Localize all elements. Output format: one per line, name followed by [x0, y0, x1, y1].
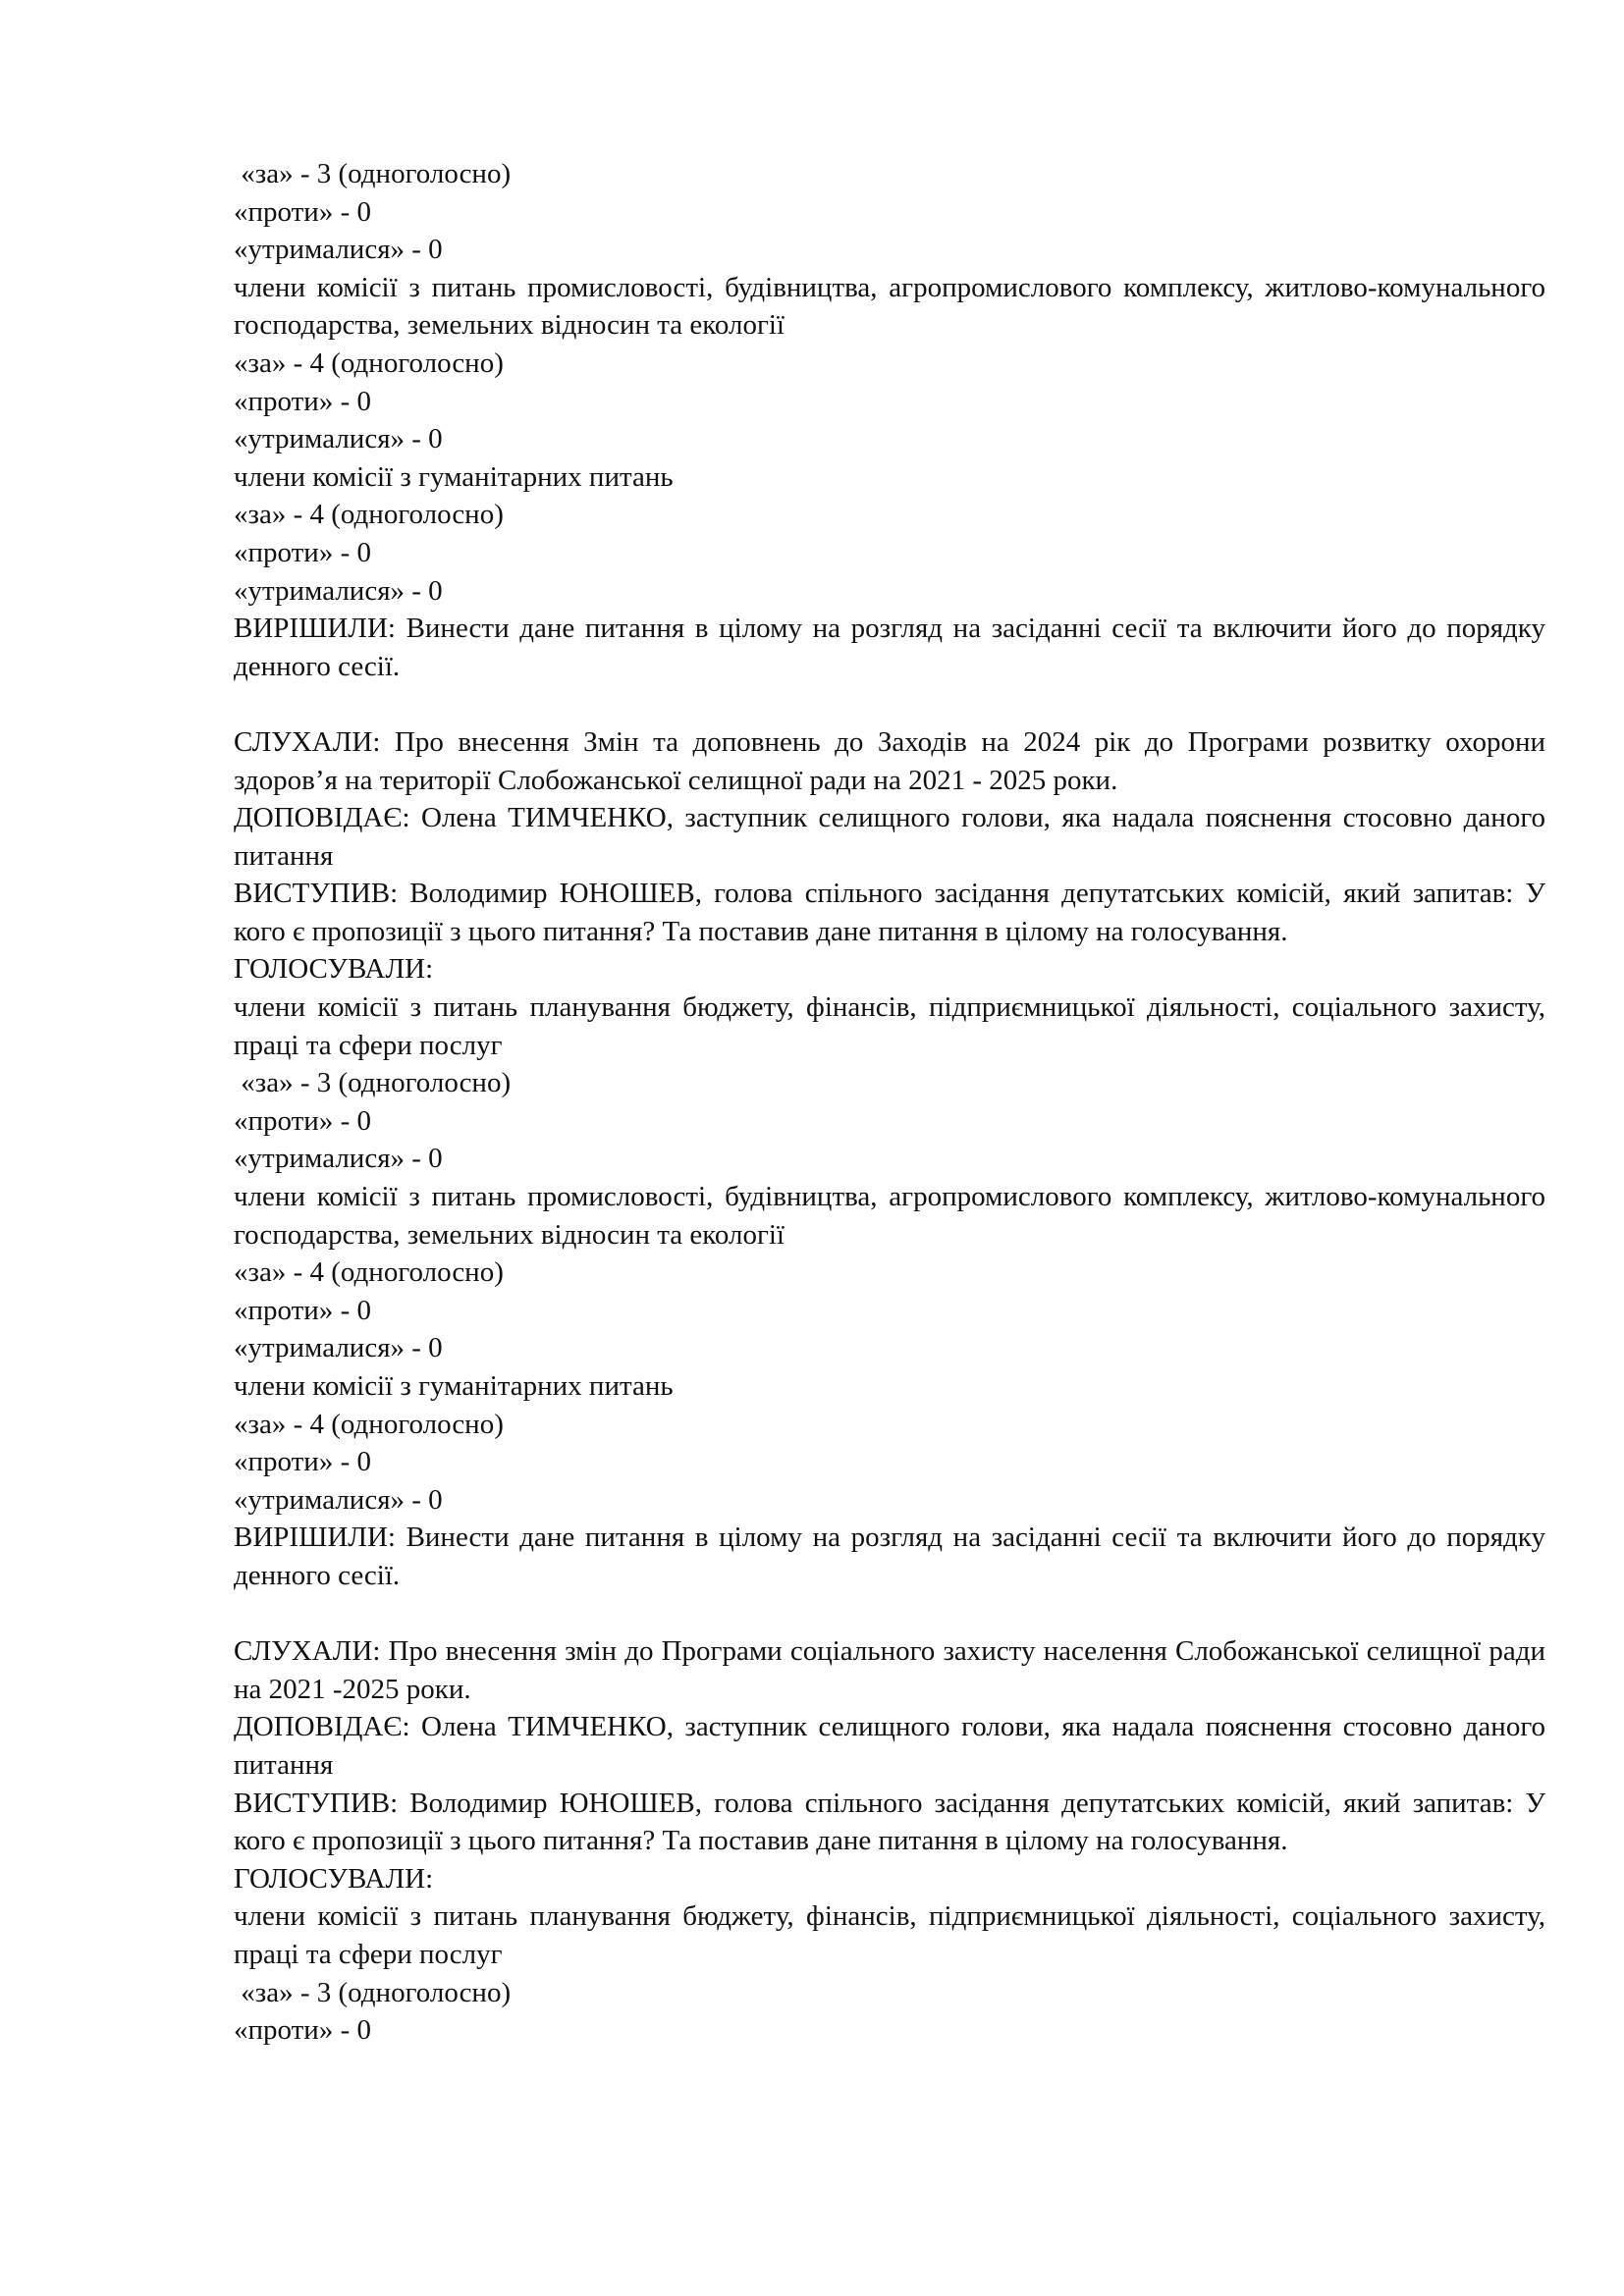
vote-for: «за» - 4 (одноголосно) — [234, 347, 504, 379]
blank-line — [234, 685, 1545, 723]
vote-for: «за» - 4 (одноголосно) — [234, 1256, 504, 1289]
vote-for: «за» - 4 (одноголосно) — [234, 1408, 504, 1440]
voted-heading: ГОЛОСУВАЛИ: — [234, 1862, 434, 1895]
committee-name: члени комісії з питань планування бюджету, фінансів, підприємницької діяльності, соціального захисту, праці та сфери послуг — [234, 1900, 1545, 1970]
vote-abstained: «утрималися» - 0 — [234, 1332, 443, 1364]
committee-name: члени комісії з питань промисловості, будівництва, агропромислового комплексу, житлово-комунального господарства, земельних відносин та екології — [234, 271, 1545, 342]
vote-abstained: «утрималися» - 0 — [234, 574, 443, 607]
vote-against: «проти» - 0 — [234, 1104, 371, 1137]
voted-heading: ГОЛОСУВАЛИ: — [234, 953, 434, 986]
heard-paragraph: СЛУХАЛИ: Про внесення Змін та доповнень до Заходів на 2024 рік до Програми розвитку охорони здоров’я на території Слобожанської селищної ради на 2021 - 2025 роки. — [234, 725, 1545, 796]
decision-paragraph: ВИРІШИЛИ: Винести дане питання в цілому на розгляд на засіданні сесії та включити його до порядку денного сесії. — [234, 1522, 1545, 1591]
committee-name: члени комісії з питань промисловості, будівництва, агропромислового комплексу, житлово-комунального господарства, земельних відносин та екології — [234, 1181, 1545, 1251]
document-page — [234, 155, 1545, 2050]
vote-for: «за» - 3 (одноголосно) — [234, 158, 512, 189]
speaker-paragraph: ВИСТУПИВ: Володимир ЮНОШЕВ, голова спільного засідання депутатських комісій, який запитав: У кого є пропозиції з цього питання? Та поставив дане питання в цілому на голосування. — [234, 1787, 1545, 1857]
vote-abstained: «утрималися» - 0 — [234, 423, 443, 455]
decision-paragraph: ВИРІШИЛИ: Винести дане питання в цілому на розгляд на засіданні сесії та включити його до порядку денного сесії. — [234, 613, 1545, 682]
reporter-paragraph: ДОПОВІДАЄ: Олена ТИМЧЕНКО, заступник селищного голови, яка надала пояснення стосовно даного питання — [234, 802, 1545, 872]
heard-paragraph: СЛУХАЛИ: Про внесення змін до Програми соціального захисту населення Слобожанської селищної ради на 2021 -2025 роки. — [234, 1635, 1545, 1705]
vote-abstained: «утрималися» - 0 — [234, 234, 443, 266]
vote-abstained: «утрималися» - 0 — [234, 1483, 443, 1516]
vote-against: «проти» - 0 — [234, 536, 371, 568]
committee-name: члени комісії з гуманітарних питань — [234, 1370, 674, 1402]
vote-for: «за» - 3 (одноголосно) — [234, 1067, 512, 1099]
committee-name: члени комісії з питань планування бюджету, фінансів, підприємницької діяльності, соціального захисту, праці та сфери послуг — [234, 991, 1545, 1061]
committee-name: члени комісії з гуманітарних питань — [234, 460, 674, 493]
speaker-paragraph: ВИСТУПИВ: Володимир ЮНОШЕВ, голова спільного засідання депутатських комісій, який запитав: У кого є пропозиції з цього питання? Та поставив дане питання в цілому на голосування. — [234, 878, 1545, 947]
vote-against: «проти» - 0 — [234, 195, 371, 228]
vote-abstained: «утрималися» - 0 — [234, 1143, 443, 1175]
vote-against: «проти» - 0 — [234, 385, 371, 417]
vote-against: «проти» - 0 — [234, 1446, 371, 1478]
vote-for: «за» - 3 (одноголосно) — [234, 1976, 512, 2008]
vote-against: «проти» - 0 — [234, 2014, 371, 2047]
vote-against: «проти» - 0 — [234, 1294, 371, 1326]
vote-for: «за» - 4 (одноголосно) — [234, 499, 504, 531]
blank-line — [234, 1595, 1545, 1633]
reporter-paragraph: ДОПОВІДАЄ: Олена ТИМЧЕНКО, заступник селищного голови, яка надала пояснення стосовно даного питання — [234, 1711, 1545, 1781]
